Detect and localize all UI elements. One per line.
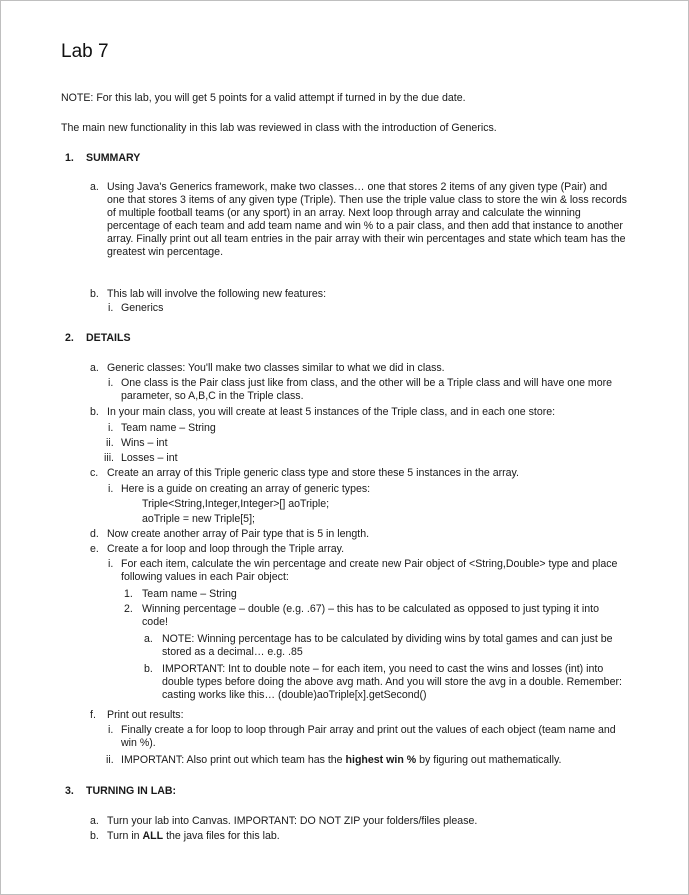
text-run: IMPORTANT: Also print out which team has the [121, 754, 346, 766]
details-item-b-iii: Losses – int [121, 452, 178, 464]
list-label: i. [108, 483, 114, 495]
note-paragraph: NOTE: For this lab, you will get 5 points for a valid attempt if turned in by the due date. [61, 92, 466, 104]
details-item-e-2-b: IMPORTANT: Int to double note – for each item, you need to cast the wins and losses (int) into double types before doing the above avg math. And you will store the avg in a double. Remember: casting works like this… (double)aoTriple[x].getSecond() [162, 663, 622, 701]
list-label: i. [108, 377, 114, 389]
code-line: aoTriple = new Triple[5]; [142, 513, 255, 525]
details-item-f: Print out results: [107, 709, 184, 721]
turnin-item-b [107, 830, 280, 843]
summary-item-b: This lab will involve the following new features: [107, 288, 327, 300]
list-label: b. [90, 830, 99, 842]
details-item-a: Generic classes: You'll make two classes similar to what we did in class. [107, 362, 445, 374]
details-item-a-i: One class is the Pair class just like from class, and the other will be a Triple class and will have one more parameter, so A,B,C in the Triple class. [121, 377, 613, 402]
list-label: e. [90, 543, 99, 555]
code-line: Triple<String,Integer,Integer>[] aoTriple; [142, 498, 330, 510]
details-item-f-i: Finally create a for loop to loop through Pair array and print out the values of each object (team name and win %). [121, 724, 616, 749]
text-run: the java files for this lab. [163, 830, 280, 842]
list-label: a. [90, 181, 99, 193]
list-label: i. [108, 724, 114, 736]
list-label: 1. [124, 588, 133, 600]
list-label: i. [108, 422, 114, 434]
details-item-d: Now create another array of Pair type that is 5 in length. [107, 528, 370, 540]
list-label: a. [90, 815, 99, 827]
details-item-e: Create a for loop and loop through the Triple array. [107, 543, 345, 555]
list-label: b. [144, 663, 153, 675]
details-item-e-2: Winning percentage – double (e.g. .67) – this has to be calculated as opposed to just typing it into code! [142, 603, 600, 628]
details-item-e-i: For each item, calculate the win percentage and create new Pair object of <String,Double> type and place following values in each Pair object: [121, 558, 618, 583]
list-label: d. [90, 528, 99, 540]
text-run: Turn in [107, 830, 143, 842]
text-run: by figuring out mathematically. [416, 754, 562, 766]
list-label: ii. [106, 754, 114, 766]
list-label: b. [90, 288, 99, 300]
section-number: 2. [65, 332, 74, 344]
details-item-f-ii [121, 754, 561, 767]
list-label: i. [108, 558, 114, 570]
intro-paragraph: The main new functionality in this lab was reviewed in class with the introduction of Generics. [61, 122, 497, 134]
list-label: b. [90, 406, 99, 418]
section-heading-turnin: TURNING IN LAB: [86, 785, 177, 797]
details-item-e-2-a: NOTE: Winning percentage has to be calculated by dividing wins by total games and can just be stored as a decimal… e.g. .85 [162, 633, 613, 658]
list-label: a. [90, 362, 99, 374]
details-item-b-ii: Wins – int [121, 437, 168, 449]
list-label: a. [144, 633, 153, 645]
page-title: Lab 7 [61, 41, 109, 62]
turnin-item-a: Turn your lab into Canvas. IMPORTANT: DO NOT ZIP your folders/files please. [107, 815, 478, 827]
list-label: ii. [106, 437, 114, 449]
list-label: iii. [104, 452, 115, 464]
details-item-c: Create an array of this Triple generic class type and store these 5 instances in the array. [107, 467, 519, 479]
details-item-b: In your main class, you will create at least 5 instances of the Triple class, and in each one store: [107, 406, 556, 418]
list-label: i. [108, 302, 114, 314]
emphasis-text: ALL [142, 830, 164, 842]
details-item-b-i: Team name – String [121, 422, 216, 434]
section-number: 1. [65, 152, 74, 164]
list-label: c. [90, 467, 99, 479]
section-number: 3. [65, 785, 74, 797]
emphasis-text: highest win % [345, 754, 417, 766]
list-label: f. [90, 709, 96, 721]
details-item-e-1: Team name – String [142, 588, 237, 600]
list-label: 2. [124, 603, 133, 615]
summary-item-a: Using Java's Generics framework, make two classes… one that stores 2 items of any given type (Pair) and one that stores 3 items of any given type (Triple). Then use the triple value class to store the win & loss records of multiple football teams (or any sport) in an array. Next loop through array and calculate the winning percentage of each team and add team name and win % to a pair class, and then add that instance to another array. Finally print out all team entries in the pair array with their win percentages and state which team has the greatest win percentage. [107, 181, 627, 258]
section-heading-summary: SUMMARY [86, 152, 141, 164]
details-item-c-i: Here is a guide on creating an array of generic types: [121, 483, 371, 495]
section-heading-details: DETAILS [86, 332, 131, 344]
summary-item-b-i: Generics [121, 302, 164, 314]
